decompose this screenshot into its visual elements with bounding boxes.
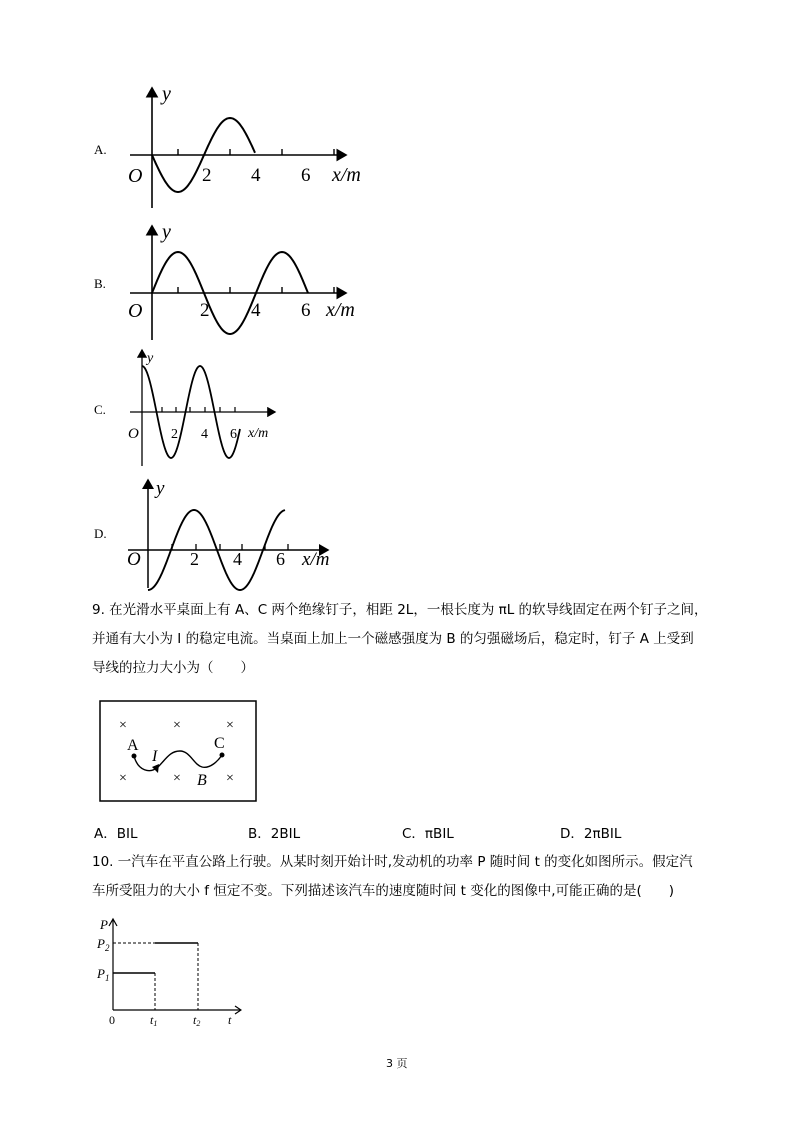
tick-label: 2 — [202, 165, 212, 186]
option-b-label: B. — [94, 276, 106, 291]
x-axis-label: x/m — [326, 299, 355, 321]
field-cross-icon: × — [119, 771, 127, 786]
tick-label: 2 — [190, 549, 199, 569]
graph-b — [120, 220, 380, 345]
x-axis-label: x/m — [332, 164, 361, 186]
y-axis-label: y — [147, 351, 154, 366]
y-axis-label: y — [162, 221, 171, 243]
field-cross-icon: × — [173, 718, 181, 733]
y-axis-label: y — [156, 478, 165, 499]
field-cross-icon: × — [173, 771, 181, 786]
tick-label: 4 — [233, 549, 242, 569]
q9-line: 导线的拉力大小为（ ） — [92, 660, 254, 676]
q10-line: 10. 一汽车在平直公路上行驶。从某时刻开始计时,发动机的功率 P 随时间 t 的变化如图所示。假定汽 — [92, 854, 693, 870]
field-label: B — [197, 772, 207, 789]
t1-label: t1 — [150, 1013, 158, 1028]
tick-label: 6 — [276, 549, 285, 569]
graph-c — [120, 346, 290, 471]
y-axis-label: P — [100, 917, 108, 932]
option-d-label: D. — [94, 526, 107, 541]
tick-label: 6 — [301, 300, 311, 321]
field-cross-icon: × — [226, 771, 234, 786]
point-a-label: A — [127, 737, 139, 754]
page-number: 3 页 — [386, 1057, 408, 1070]
tick-label: 2 — [171, 427, 178, 442]
origin-label: O — [127, 549, 141, 570]
tick-label: 6 — [301, 165, 311, 186]
tick-label: 6 — [230, 427, 237, 442]
origin-label: O — [128, 426, 139, 442]
q10-text — [92, 848, 732, 906]
x-axis-label: x/m — [302, 549, 330, 570]
tick-label: 4 — [201, 427, 208, 442]
nail-a — [132, 754, 137, 759]
graph-d — [120, 474, 350, 592]
tick-label: 2 — [200, 300, 210, 321]
q9-choice-b[interactable]: B．2BIL — [248, 826, 301, 842]
origin-label: O — [128, 165, 143, 187]
option-c-label: C. — [94, 402, 106, 417]
q9-choice-c[interactable]: C．πBIL — [402, 826, 454, 842]
field-cross-icon: × — [226, 718, 234, 733]
field-cross-icon: × — [119, 718, 127, 733]
q9-choice-d[interactable]: D．2πBIL — [560, 826, 622, 842]
nail-c — [220, 753, 225, 758]
origin-label: O — [128, 300, 143, 322]
power-time-graph — [92, 912, 242, 1028]
y-axis-label: y — [162, 83, 171, 105]
option-a-label: A. — [94, 142, 107, 157]
origin-label: 0 — [109, 1013, 115, 1027]
p1-label: $P_1$ — [97, 966, 110, 983]
magnetic-field-figure — [98, 699, 260, 805]
graph-a — [120, 82, 380, 212]
q9-line: 9. 在光滑水平桌面上有 A、C 两个绝缘钉子，相距 2L，一根长度为 πL 的软导线固定在两个钉子之间， — [92, 602, 708, 618]
x-axis-label: t — [228, 1013, 232, 1027]
t2-label: t2 — [193, 1013, 201, 1028]
x-axis-label: x/m — [248, 426, 269, 441]
point-c-label: C — [214, 735, 225, 752]
wire — [134, 751, 222, 771]
q9-choice-a[interactable]: A．BIL — [94, 826, 138, 842]
current-arrow-icon — [152, 764, 159, 773]
q9-text — [92, 596, 732, 683]
q10-line: 车所受阻力的大小 f 恒定不变。下列描述该汽车的速度随时间 t 变化的图像中,可能正确的是( ) — [92, 883, 675, 899]
tick-label: 4 — [251, 165, 261, 186]
q9-line: 并通有大小为 I 的稳定电流。当桌面上加上一个磁感强度为 B 的匀强磁场后，稳定时，钉子 A 上受到 — [92, 631, 694, 647]
current-label: I — [152, 748, 158, 765]
tick-label: 4 — [251, 300, 261, 321]
p2-label: $P_2$ — [97, 936, 110, 953]
